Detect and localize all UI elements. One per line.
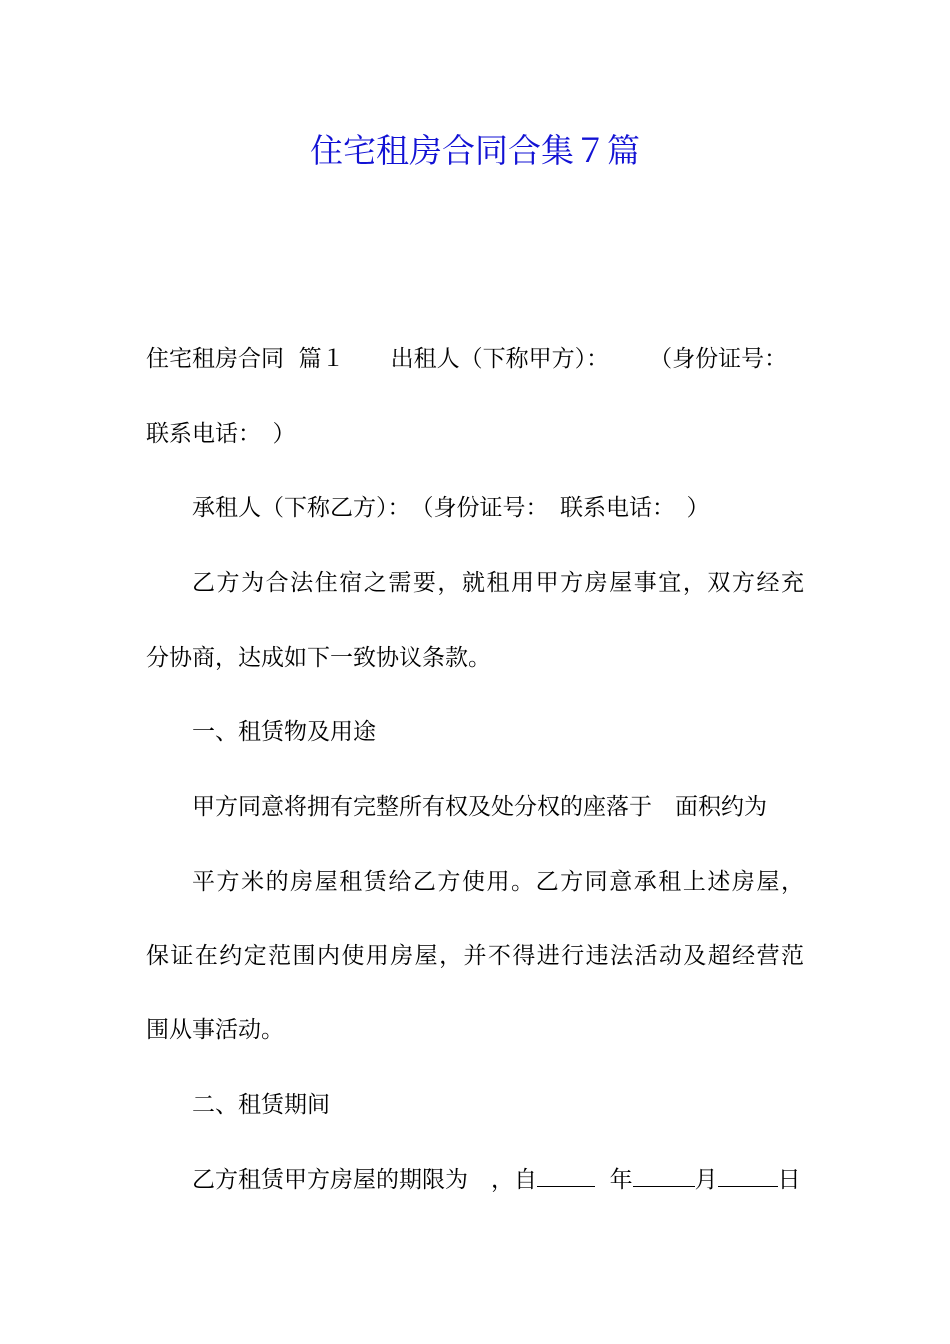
paragraph-line-9: 保证在约定范围内使用房屋，并不得进行违法活动及超经营范 bbox=[146, 943, 804, 969]
month-label: 月 bbox=[694, 1167, 718, 1193]
section-heading-1: 一、租赁物及用途 bbox=[192, 719, 376, 745]
paragraph-line-2: 联系电话： ） bbox=[146, 421, 296, 447]
section-number: 篇１ bbox=[298, 346, 345, 372]
paragraph-line-10: 围从事活动。 bbox=[146, 1017, 284, 1043]
document-title: 住宅租房合同合集７篇 bbox=[310, 131, 640, 170]
day-blank bbox=[718, 1164, 778, 1187]
paragraph-line-8: 平方米的房屋租赁给乙方使用。乙方同意承租上述房屋， bbox=[192, 869, 804, 895]
month-blank bbox=[633, 1164, 695, 1187]
paragraph-line-1 bbox=[146, 343, 787, 375]
day-label: 日 bbox=[777, 1167, 801, 1193]
year-blank bbox=[537, 1164, 595, 1187]
contract-heading: 住宅租房合同 bbox=[146, 346, 284, 372]
paragraph-line-3: 承租人（下称乙方）： （身份证号： 联系电话： ） bbox=[192, 495, 710, 521]
paragraph-line-5: 分协商，达成如下一致协议条款。 bbox=[146, 645, 491, 671]
year-label: 年 bbox=[609, 1167, 633, 1193]
lessor-label: 出租人（下称甲方）： bbox=[390, 346, 610, 372]
lessor-id-label: （身份证号： bbox=[649, 346, 788, 372]
paragraph-line-12 bbox=[192, 1164, 801, 1196]
section-heading-2: 二、租赁期间 bbox=[192, 1092, 330, 1118]
paragraph-line-4: 乙方为合法住宿之需要，就租用甲方房屋事宜，双方经充 bbox=[192, 570, 804, 596]
paragraph-line-7: 甲方同意将拥有完整所有权及处分权的座落于 面积约为 bbox=[192, 794, 767, 820]
lease-term-text: 乙方租赁甲方房屋的期限为 ，自 bbox=[192, 1167, 537, 1193]
